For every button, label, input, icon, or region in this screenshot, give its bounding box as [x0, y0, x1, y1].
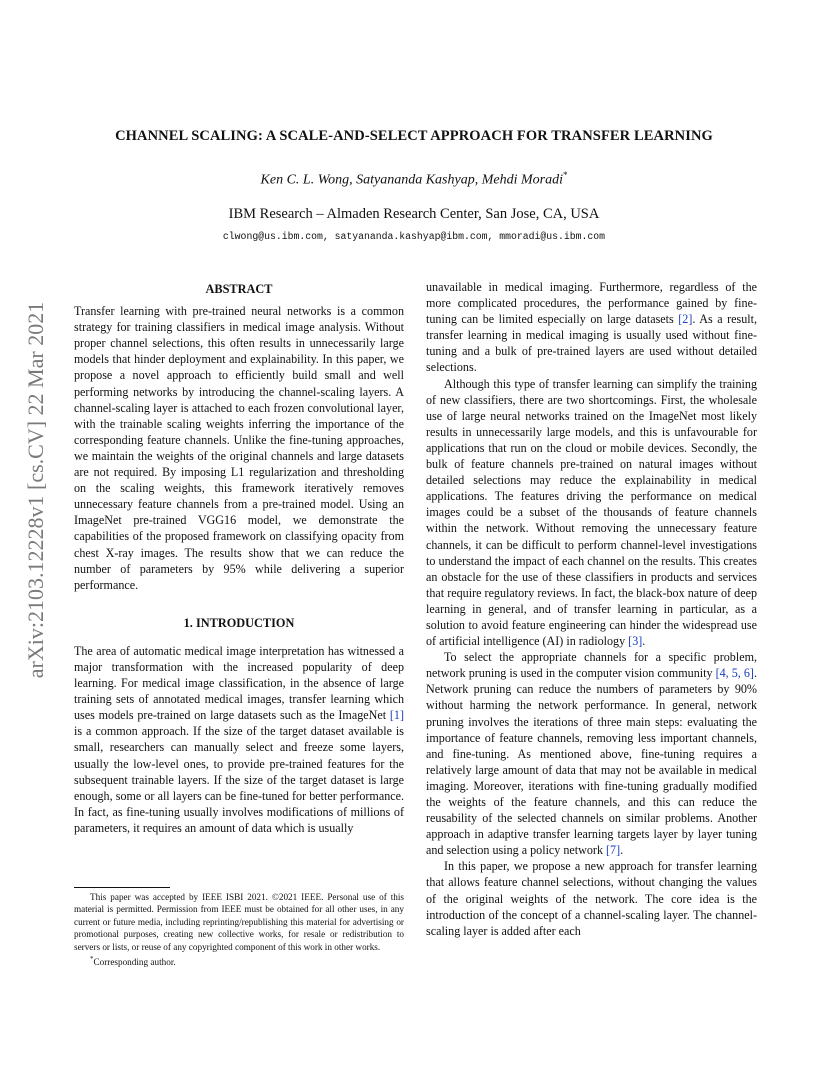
intro-paragraph-2: Although this type of transfer learning can simplify the training of new classifiers, there are two shortcomings. First, the wholesale use of large neural networks trained on the ImageNet most likely results in unnecessarily large models, and this is unfavourable for applications that run on the cloud or mobile devices. Secondly, the bulk of feature channels pre-trained on natural images without detailed selections may reduce the explainability in medical applications. The features driving the performance on medical images could be a subset of the thousands of feature channels within the network. Without removing the unnecessary feature channels, it can be difficult to perform channel-level investigations to understand the impact of each channel on the results. This creates an obstacle for the use of these classifiers in products and services that require regulatory reviews. In fact, the black-box nature of deep learning in general, and of transfer learning in particular, as a solution to avoid feature engineering can hinder the widespread use of artificial intelligence (AI) in radiology [3].	[426, 376, 757, 649]
corresponding-author-footnote: *Corresponding author.	[90, 955, 176, 968]
citation-link[interactable]: [1]	[389, 708, 404, 723]
paper-title: CHANNEL SCALING: A SCALE-AND-SELECT APPROACH FOR TRANSFER LEARNING	[115, 128, 713, 144]
abstract-text: Transfer learning with pre-trained neural networks is a common strategy for training classifiers in medical image analysis. Without proper channel selections, this often results in unnecessarily large models that hinder deployment and explainability. In this paper, we propose a novel approach to efficiently build small and well performing networks by introducing the channel-scaling layers. A channel-scaling layer is attached to each frozen convolutional layer, with the trainable scaling weights inferring the importance of the corresponding feature channels. Unlike the fine-tuning approaches, we maintain the weights of the original channels and large datasets are not required. By imposing L1 regularization and thresholding on the scaling weights, this framework iteratively removes unnecessary feature channels from a pre-trained model. Using an ImageNet pre-trained VGG16 model, we demonstrate the capabilities of the proposed framework on classifying opacity from chest X-ray images. The results show that we can reduce the number of parameters by 95% while delivering a superior performance.	[74, 304, 404, 592]
left-column	[74, 281, 404, 836]
citation-link[interactable]: [4, 5, 6]	[715, 666, 754, 681]
introduction-heading: 1. INTRODUCTION	[183, 615, 295, 630]
abstract-heading: ABSTRACT	[205, 282, 273, 296]
intro-paragraph-3: To select the appropriate channels for a specific problem, network pruning is used in the computer vision community [4, 5, 6]. Network pruning can reduce the numbers of parameters by 90% without harming the network performance. In general, network pruning involves the iterations of three main steps: evaluating the importance of feature channels, removing less important channels, and fine-tuning. As mentioned above, fine-tuning requires a relatively large amount of data that may not be available in medical imaging. Moreover, iterations with fine-tuning gradually modified the weights of the feature channels, and this can reduce the reusability of the selected channels on similar problems. Another approach in adaptive transfer learning targets layer by layer tuning and selection using a policy network [7].	[426, 650, 757, 858]
footnote-rule	[74, 887, 170, 888]
citation-link[interactable]: [2]	[678, 312, 693, 327]
intro-paragraph-1-continued: unavailable in medical imaging. Furthermore, regardless of the more complicated procedures, the performance gained by fine-tuning can be limited especially on large datasets [2]. As a result, transfer learning in medical imaging is usually used without fine-tuning and a bulk of pre-trained layers are used without detailed selections.	[426, 280, 757, 375]
author-emails: clwong@us.ibm.com, satyananda.kashyap@ibm.com, mmoradi@us.ibm.com	[222, 231, 606, 242]
copyright-footnote: This paper was accepted by IEEE ISBI 2021. ©2021 IEEE. Personal use of this material is permitted. Permission from IEEE must be obtained for all other uses, in any current or future media, including reprinting/republishing this material for advertising or promotional purposes, creating new collective works, for resale or redistribution to servers or lists, or reuse of any copyrighted component of this work in other works.	[74, 892, 404, 952]
intro-paragraph-4: In this paper, we propose a new approach for transfer learning that allows feature channel selections, without changing the values of the original weights of the network. The core idea is the introduction of the concept of a channel-scaling layer. The channel-scaling layer is added after each	[426, 859, 757, 938]
right-column-body	[426, 279, 757, 939]
citation-link[interactable]: [7]	[606, 843, 621, 858]
citation-link[interactable]: [3]	[628, 634, 643, 649]
right-column	[426, 279, 757, 939]
author-names: Ken C. L. Wong, Satyananda Kashyap, Mehdi Moradi	[260, 172, 563, 188]
arxiv-identifier	[18, 280, 54, 700]
corresponding-author-marker: *	[562, 170, 568, 180]
author-list	[70, 170, 758, 189]
affiliation: IBM Research – Almaden Research Center, San Jose, CA, USA	[228, 206, 600, 222]
arxiv-identifier-text: arXiv:2103.12228v1 [cs.CV] 22 Mar 2021	[23, 301, 48, 679]
footnotes	[74, 891, 404, 969]
intro-paragraph-1: The area of automatic medical image interpretation has witnessed a major transformation with the increased popularity of deep learning. For medical image classification, in the absence of large training sets of annotated medical images, transfer learning which uses models pre-trained on large datasets such as the ImageNet [1] is a common approach. If the size of the target dataset available is small, researchers can manually select and freeze some layers, usually the low-level ones, to provide pre-trained features for the subsequent trainable layers. If the size of the target dataset is large enough, some or all layers can be fine-tuned for better performance. In fact, as fine-tuning usually involves modifications of millions of parameters, it requires an amount of data which is usually	[74, 643, 404, 835]
